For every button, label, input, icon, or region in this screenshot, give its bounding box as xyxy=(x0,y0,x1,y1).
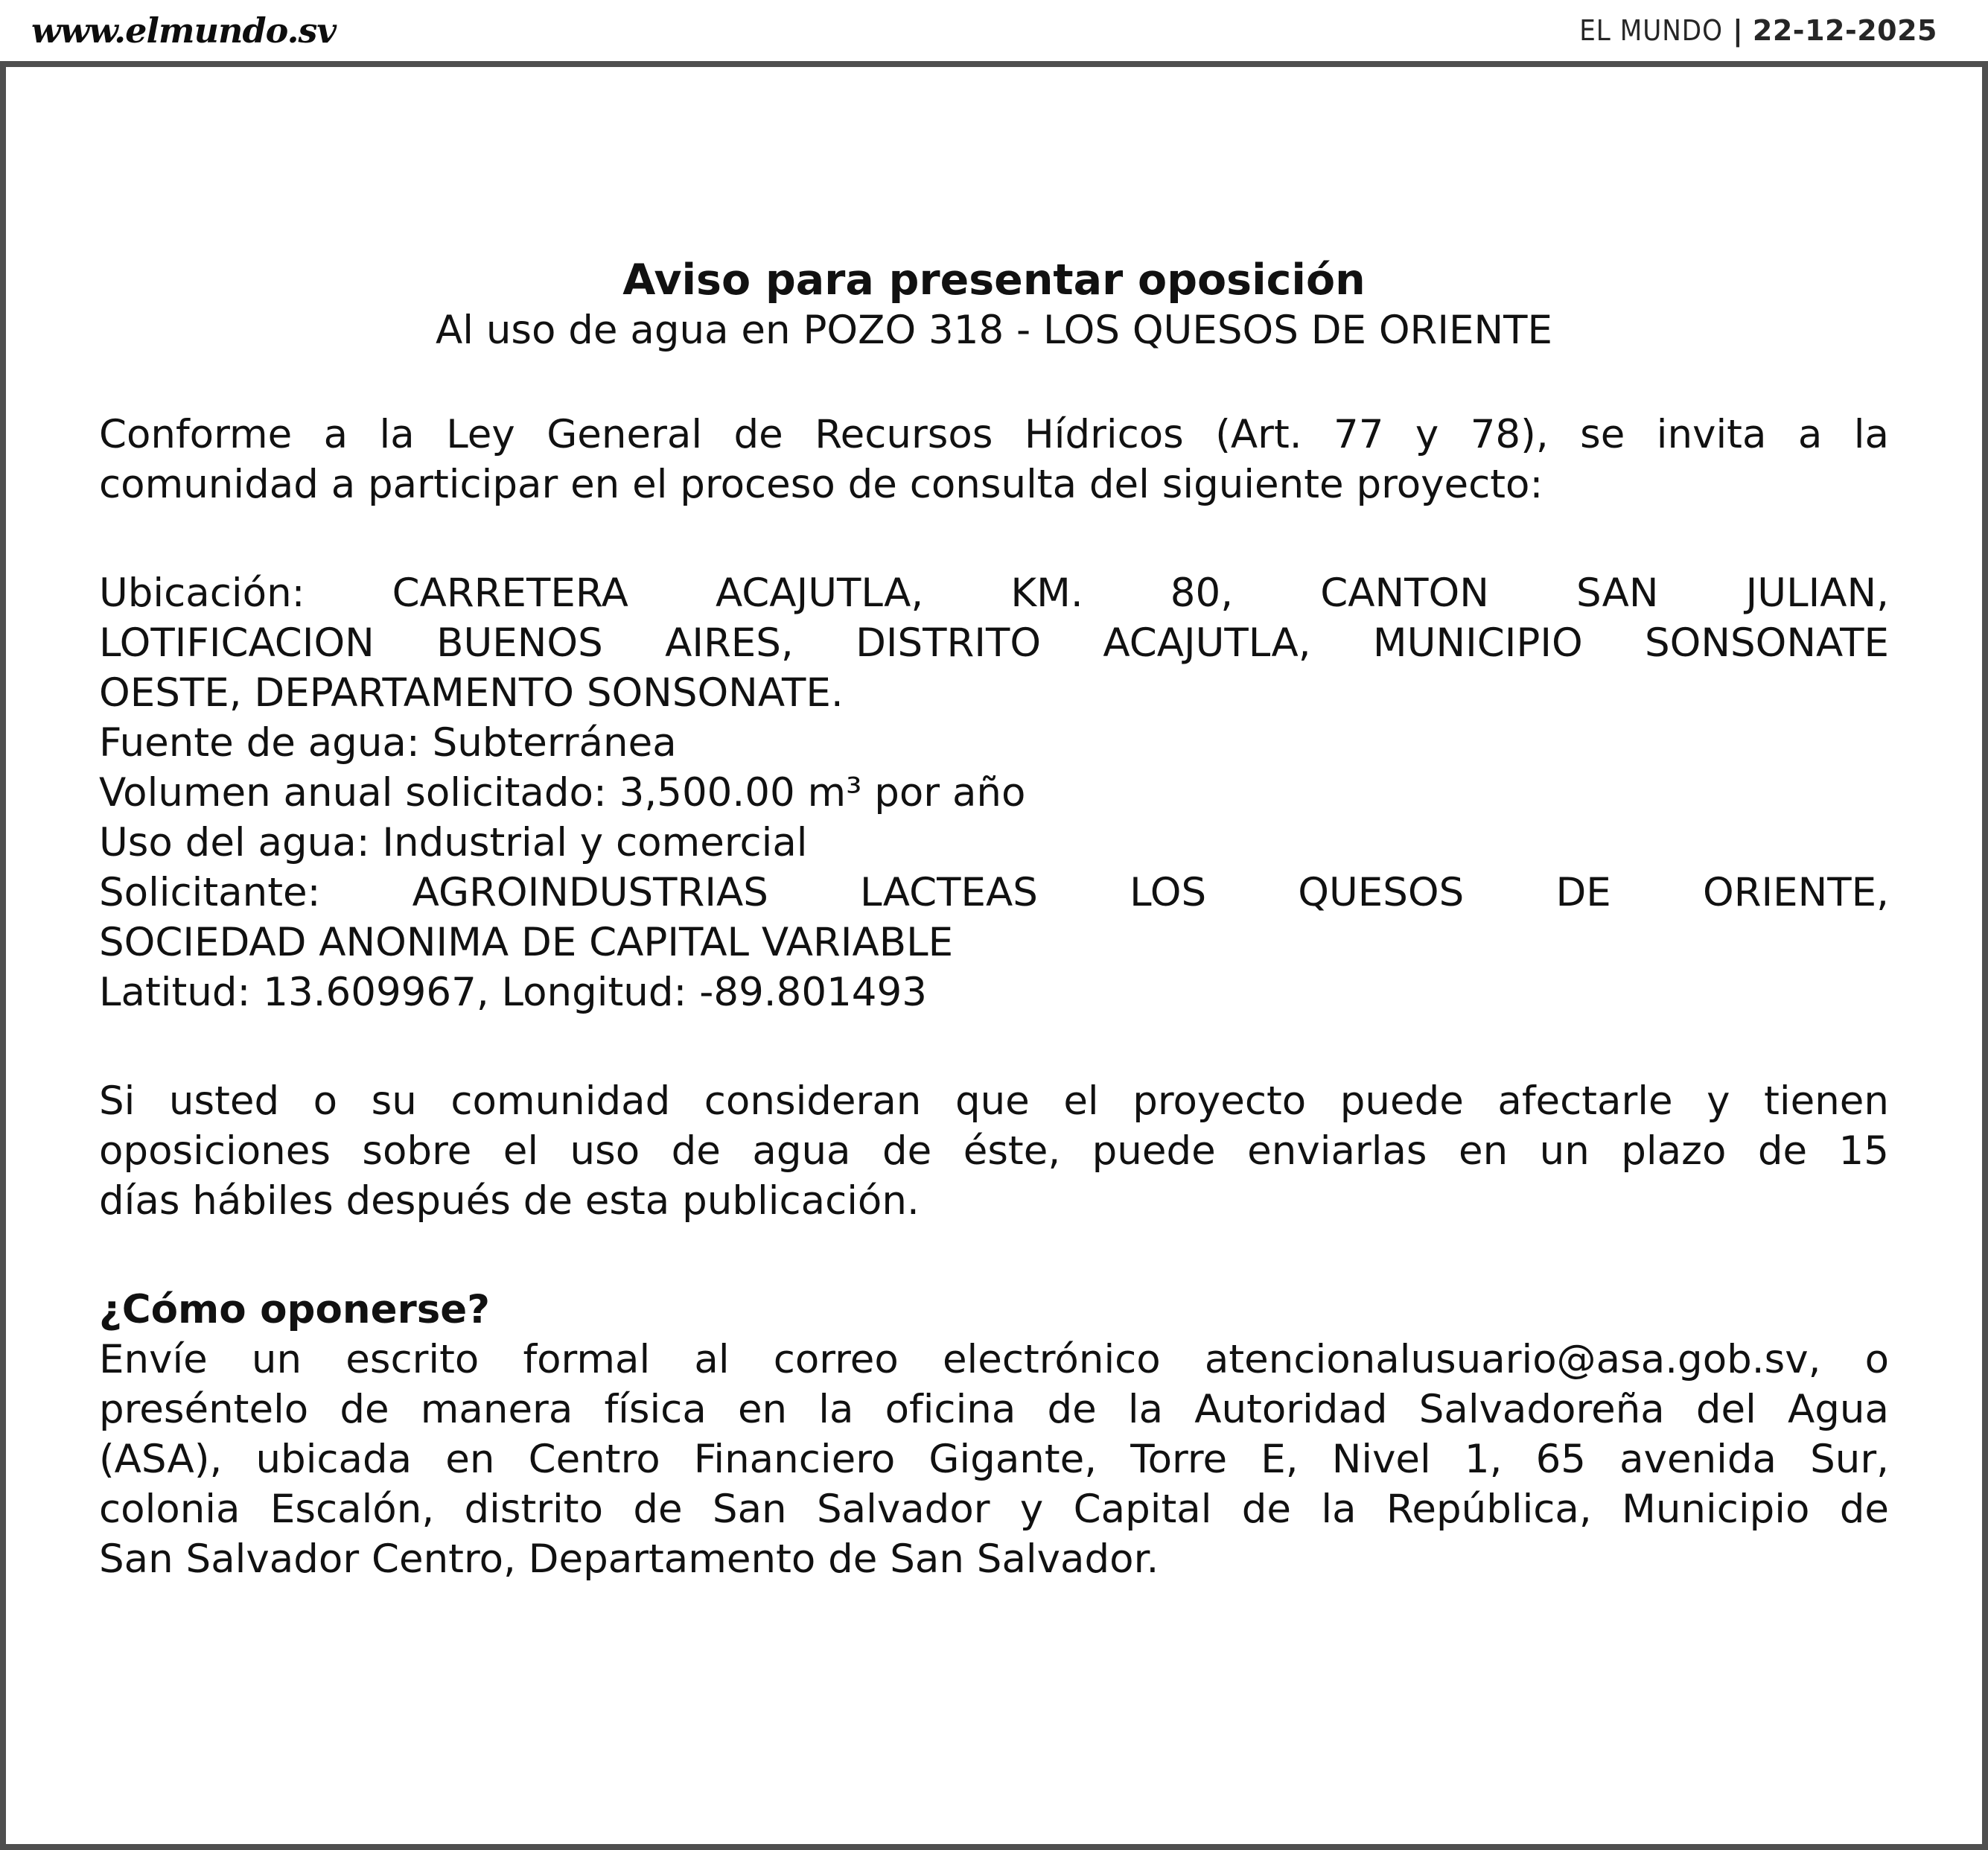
separator-bar: | xyxy=(1733,14,1743,47)
detail-field xyxy=(99,818,1889,868)
detail-field xyxy=(99,967,1889,1017)
how-to-oppose-body xyxy=(99,1335,1889,1584)
text-line: preséntelo de manera física en la oficina de la Autoridad Salvadoreña del Agua xyxy=(99,1387,1889,1432)
text-line: San Salvador Centro, Departamento de San Salvador. xyxy=(99,1536,1159,1582)
notice-title: Aviso para presentar oposición xyxy=(622,255,1366,305)
publication-name: EL MUNDO xyxy=(1579,14,1724,47)
publication-date-value: 22-12-2025 xyxy=(1752,14,1937,47)
publication-date xyxy=(1579,14,1937,47)
site-url: www.elmundo.sv xyxy=(31,10,337,51)
text-line: OESTE, DEPARTAMENTO SONSONATE. xyxy=(99,670,844,716)
masthead-bar xyxy=(0,0,1988,61)
detail-field xyxy=(99,568,1889,718)
notice-content xyxy=(6,67,1982,1584)
how-to-oppose-section xyxy=(99,1285,1889,1584)
notice-box xyxy=(0,61,1988,1850)
text-line: oposiciones sobre el uso de agua de éste, puede enviarlas en un plazo de 15 xyxy=(99,1128,1889,1174)
detail-field xyxy=(99,868,1889,967)
text-line: Envíe un escrito formal al correo electrónico atencionalusuario@asa.gob.sv, o xyxy=(99,1337,1889,1382)
text-line: días hábiles después de esta publicación. xyxy=(99,1178,920,1224)
text-line: (ASA), ubicada en Centro Financiero Gigante, Torre E, Nivel 1, 65 avenida Sur, xyxy=(99,1437,1889,1482)
text-line: LOTIFICACION BUENOS AIRES, DISTRITO ACAJUTLA, MUNICIPIO SONSONATE xyxy=(99,620,1889,666)
text-line: colonia Escalón, distrito de San Salvador y Capital de la República, Municipio de xyxy=(99,1487,1889,1532)
intro-paragraph xyxy=(99,410,1889,509)
opposition-paragraph xyxy=(99,1076,1889,1226)
text-line: Ubicación: CARRETERA ACAJUTLA, KM. 80, CANTON SAN JULIAN, xyxy=(99,570,1889,616)
notice-subtitle: Al uso de agua en POZO 318 - LOS QUESOS DE ORIENTE xyxy=(435,308,1553,353)
detail-field xyxy=(99,718,1889,768)
text-line: comunidad a participar en el proceso de consulta del siguiente proyecto: xyxy=(99,462,1543,507)
text-line: Si usted o su comunidad consideran que el proyecto puede afectarle y tienen xyxy=(99,1078,1889,1124)
project-details xyxy=(99,568,1889,1017)
text-line: Uso del agua: Industrial y comercial xyxy=(99,820,808,865)
how-to-oppose-heading: ¿Cómo oponerse? xyxy=(99,1287,490,1332)
text-line: Solicitante: AGROINDUSTRIAS LACTEAS LOS QUESOS DE ORIENTE, xyxy=(99,870,1889,915)
detail-field xyxy=(99,768,1889,818)
text-line: Latitud: 13.609967, Longitud: -89.801493 xyxy=(99,970,927,1015)
text-line: Conforme a la Ley General de Recursos Hídricos (Art. 77 y 78), se invita a la xyxy=(99,412,1889,457)
text-line: Volumen anual solicitado: 3,500.00 m³ por año xyxy=(99,770,1026,816)
text-line: SOCIEDAD ANONIMA DE CAPITAL VARIABLE xyxy=(99,920,954,965)
text-line: Fuente de agua: Subterránea xyxy=(99,720,677,766)
